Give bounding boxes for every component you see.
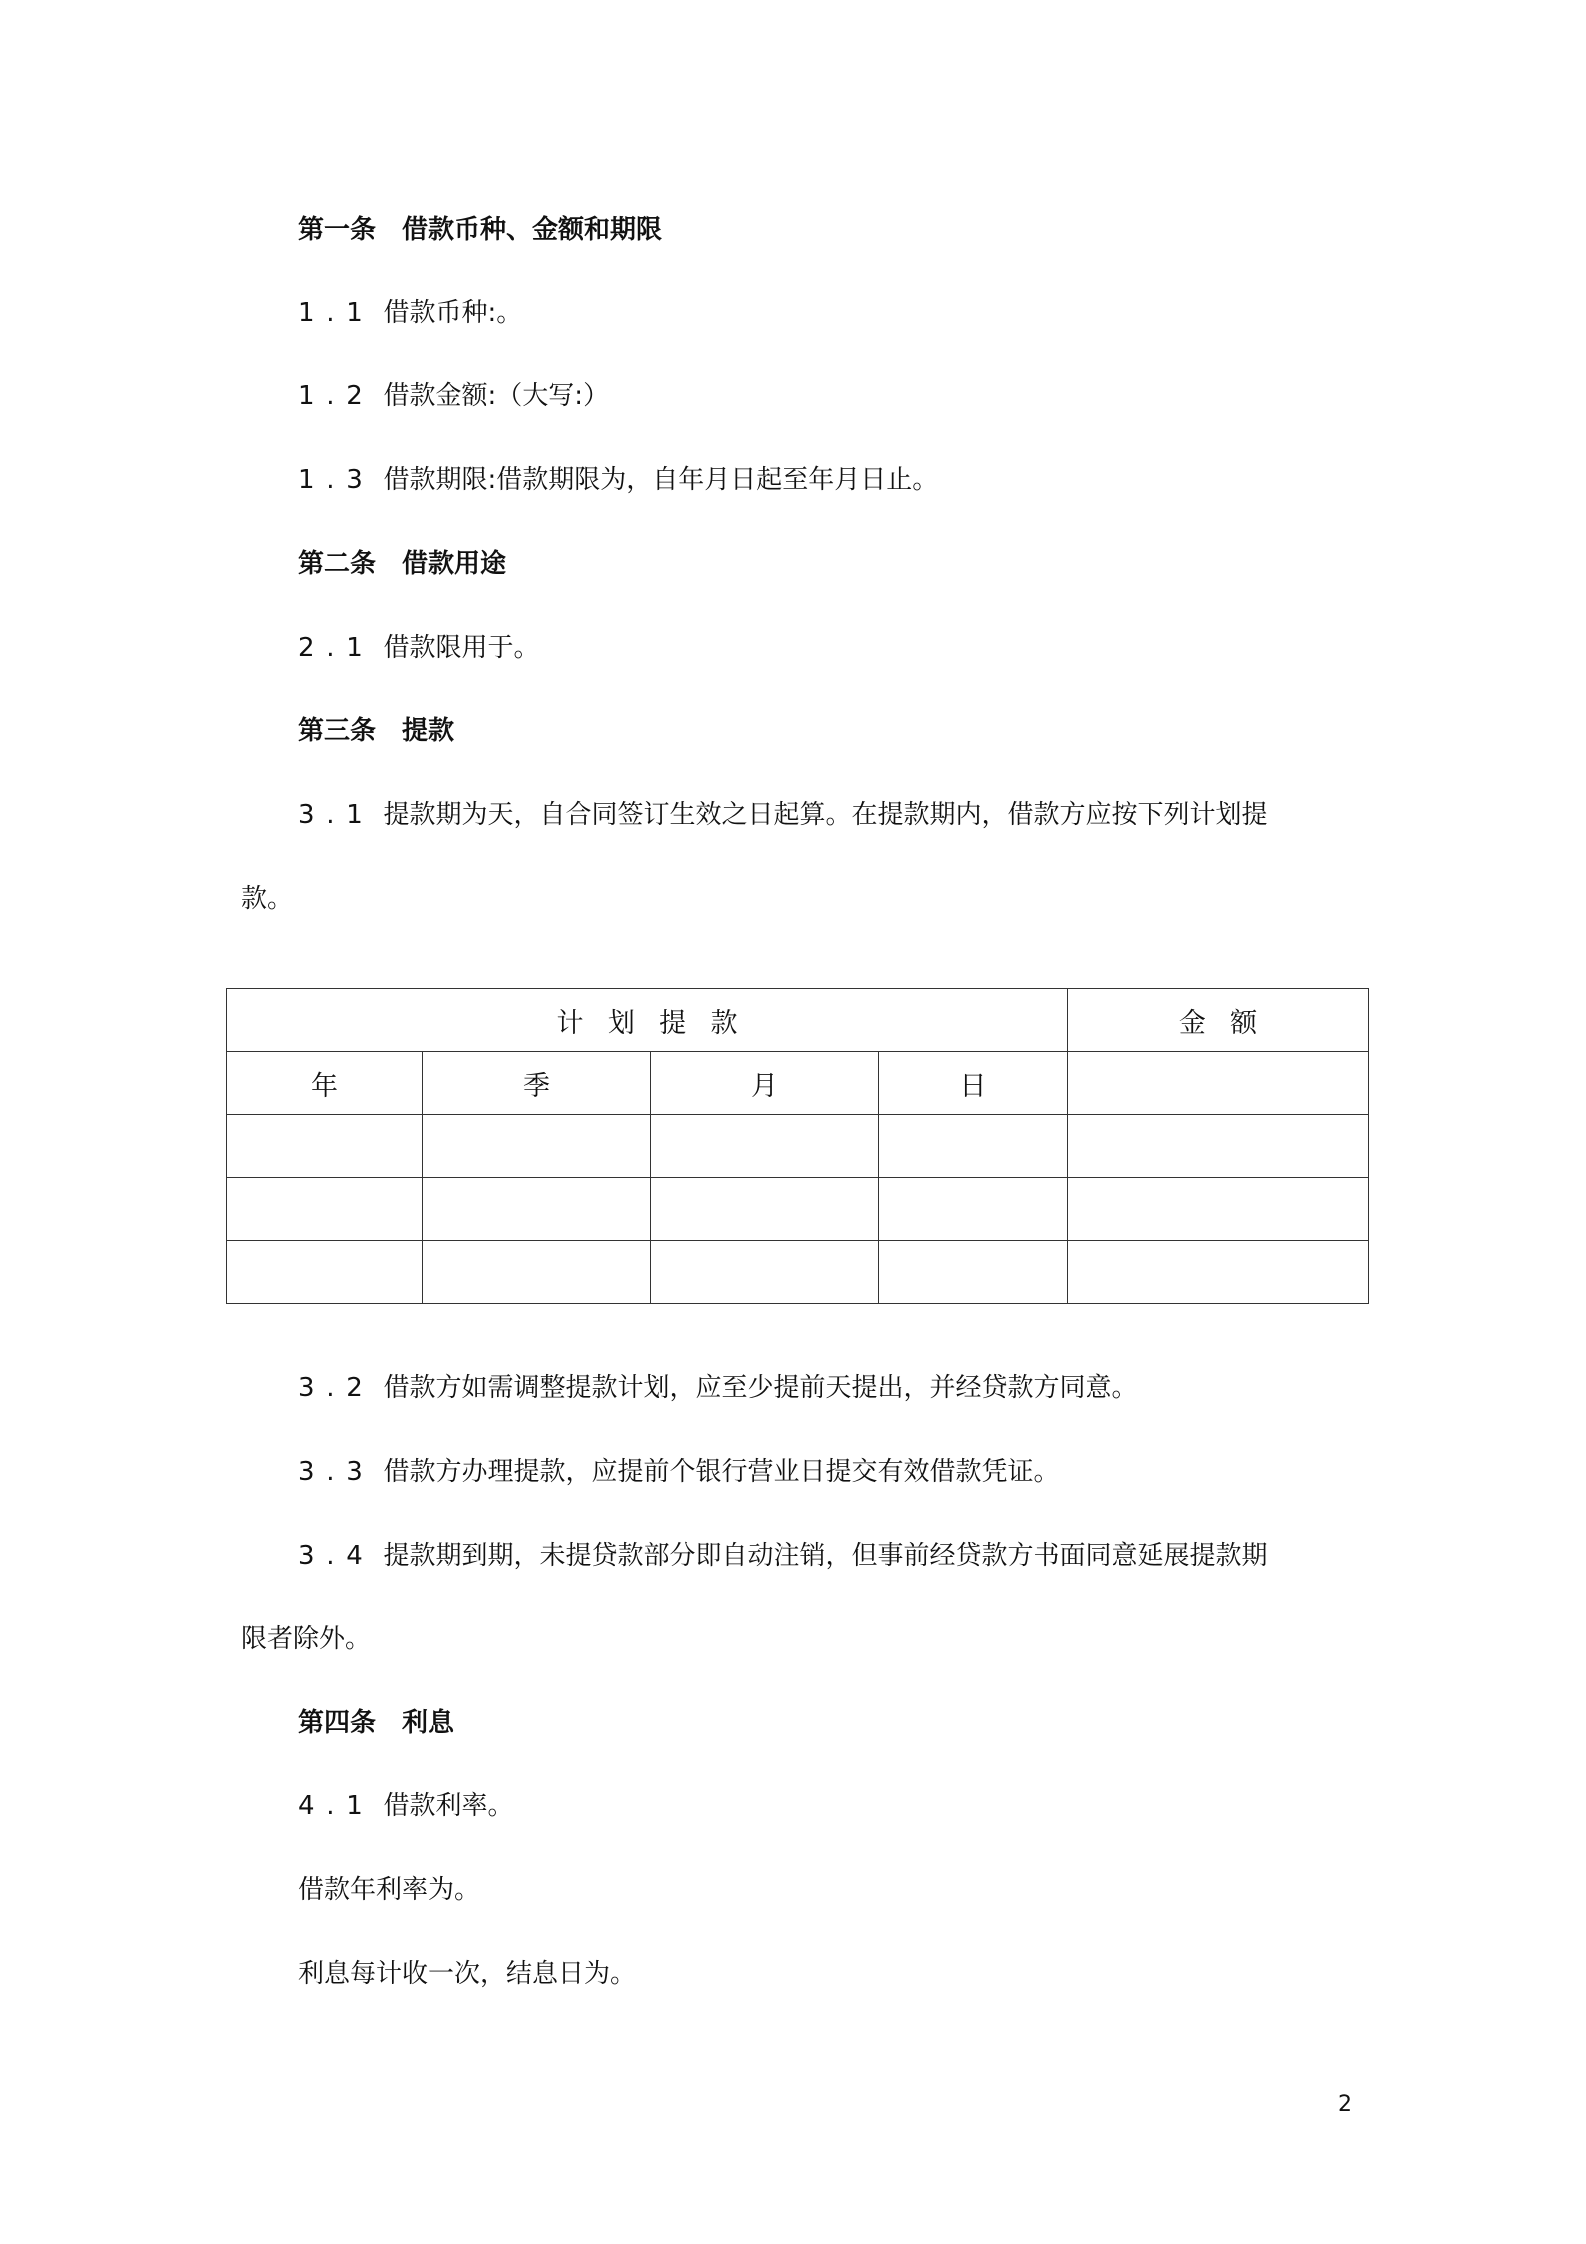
table-cell bbox=[879, 1115, 1068, 1178]
table-cell bbox=[879, 1241, 1068, 1304]
clause-number: 3.3 bbox=[298, 1457, 375, 1487]
table-subheader-row bbox=[227, 1052, 1369, 1115]
table-cell bbox=[1068, 1178, 1369, 1241]
clause-text: 借款方办理提款，应提前个银行营业日提交有效借款凭证。 bbox=[383, 1457, 1060, 1487]
clause-3-1 bbox=[298, 802, 1268, 828]
page-number: 2 bbox=[1338, 2092, 1352, 2117]
table-cell bbox=[423, 1178, 651, 1241]
clause-text: 借款利率。 bbox=[383, 1791, 514, 1821]
clause-1-2 bbox=[298, 383, 609, 409]
interest-rate-paragraph: 借款年利率为。 bbox=[298, 1875, 481, 1905]
table-cell bbox=[651, 1115, 879, 1178]
clause-1-1 bbox=[298, 300, 522, 326]
table-cell bbox=[227, 1241, 423, 1304]
interest-collection-paragraph: 利息每计收一次，结息日为。 bbox=[298, 1959, 637, 1989]
table-cell bbox=[879, 1178, 1068, 1241]
clause-4-1 bbox=[298, 1793, 514, 1819]
article-1-heading: 第一条 借款币种、金额和期限 bbox=[298, 215, 663, 245]
table-cell bbox=[423, 1241, 651, 1304]
year-column-header: 年 bbox=[227, 1052, 423, 1115]
table-cell bbox=[227, 1115, 423, 1178]
clause-text: 提款期到期，未提贷款部分即自动注销，但事前经贷款方书面同意延展提款期 bbox=[383, 1541, 1268, 1571]
table-cell bbox=[227, 1178, 423, 1241]
clause-number: 2.1 bbox=[298, 633, 375, 663]
table-row bbox=[227, 1115, 1369, 1178]
clause-2-1 bbox=[298, 635, 540, 661]
clause-1-3 bbox=[298, 467, 938, 493]
article-2-heading: 第二条 借款用途 bbox=[298, 549, 507, 579]
table-cell bbox=[1068, 1115, 1369, 1178]
clause-text: 借款期限:借款期限为，自年月日起至年月日止。 bbox=[383, 465, 939, 495]
amount-header: 金额 bbox=[1068, 989, 1369, 1052]
article-4-heading: 第四条 利息 bbox=[298, 1708, 455, 1738]
clause-text: 借款币种:。 bbox=[383, 298, 523, 328]
clause-text: 借款方如需调整提款计划，应至少提前天提出，并经贷款方同意。 bbox=[383, 1373, 1138, 1403]
clause-number: 1.2 bbox=[298, 381, 375, 411]
amount-blank-cell bbox=[1068, 1052, 1369, 1115]
table-row bbox=[227, 1241, 1369, 1304]
table-cell bbox=[651, 1241, 879, 1304]
clause-number: 3.1 bbox=[298, 800, 375, 830]
table-cell bbox=[423, 1115, 651, 1178]
table-cell bbox=[651, 1178, 879, 1241]
table-row bbox=[227, 1178, 1369, 1241]
article-3-heading: 第三条 提款 bbox=[298, 716, 455, 746]
table-header-row bbox=[227, 989, 1369, 1052]
clause-number: 3.4 bbox=[298, 1541, 375, 1571]
clause-number: 3.2 bbox=[298, 1373, 375, 1403]
clause-3-1-continuation: 款。 bbox=[241, 884, 294, 914]
month-column-header: 月 bbox=[651, 1052, 879, 1115]
day-column-header: 日 bbox=[879, 1052, 1068, 1115]
withdrawal-plan-table bbox=[226, 988, 1369, 1304]
clause-3-2 bbox=[298, 1375, 1138, 1401]
clause-number: 1.1 bbox=[298, 298, 375, 328]
clause-text: 借款限用于。 bbox=[383, 633, 540, 663]
clause-text: 提款期为天，自合同签订生效之日起算。在提款期内，借款方应按下列计划提 bbox=[383, 800, 1268, 830]
quarter-column-header: 季 bbox=[423, 1052, 651, 1115]
planned-withdrawal-header: 计划提款 bbox=[227, 989, 1068, 1052]
clause-text: 借款金额:（大写:） bbox=[383, 381, 610, 411]
clause-3-4-continuation: 限者除外。 bbox=[241, 1624, 372, 1654]
clause-number: 4.1 bbox=[298, 1791, 375, 1821]
clause-3-3 bbox=[298, 1459, 1060, 1485]
clause-3-4 bbox=[298, 1543, 1268, 1569]
table-cell bbox=[1068, 1241, 1369, 1304]
clause-number: 1.3 bbox=[298, 465, 375, 495]
